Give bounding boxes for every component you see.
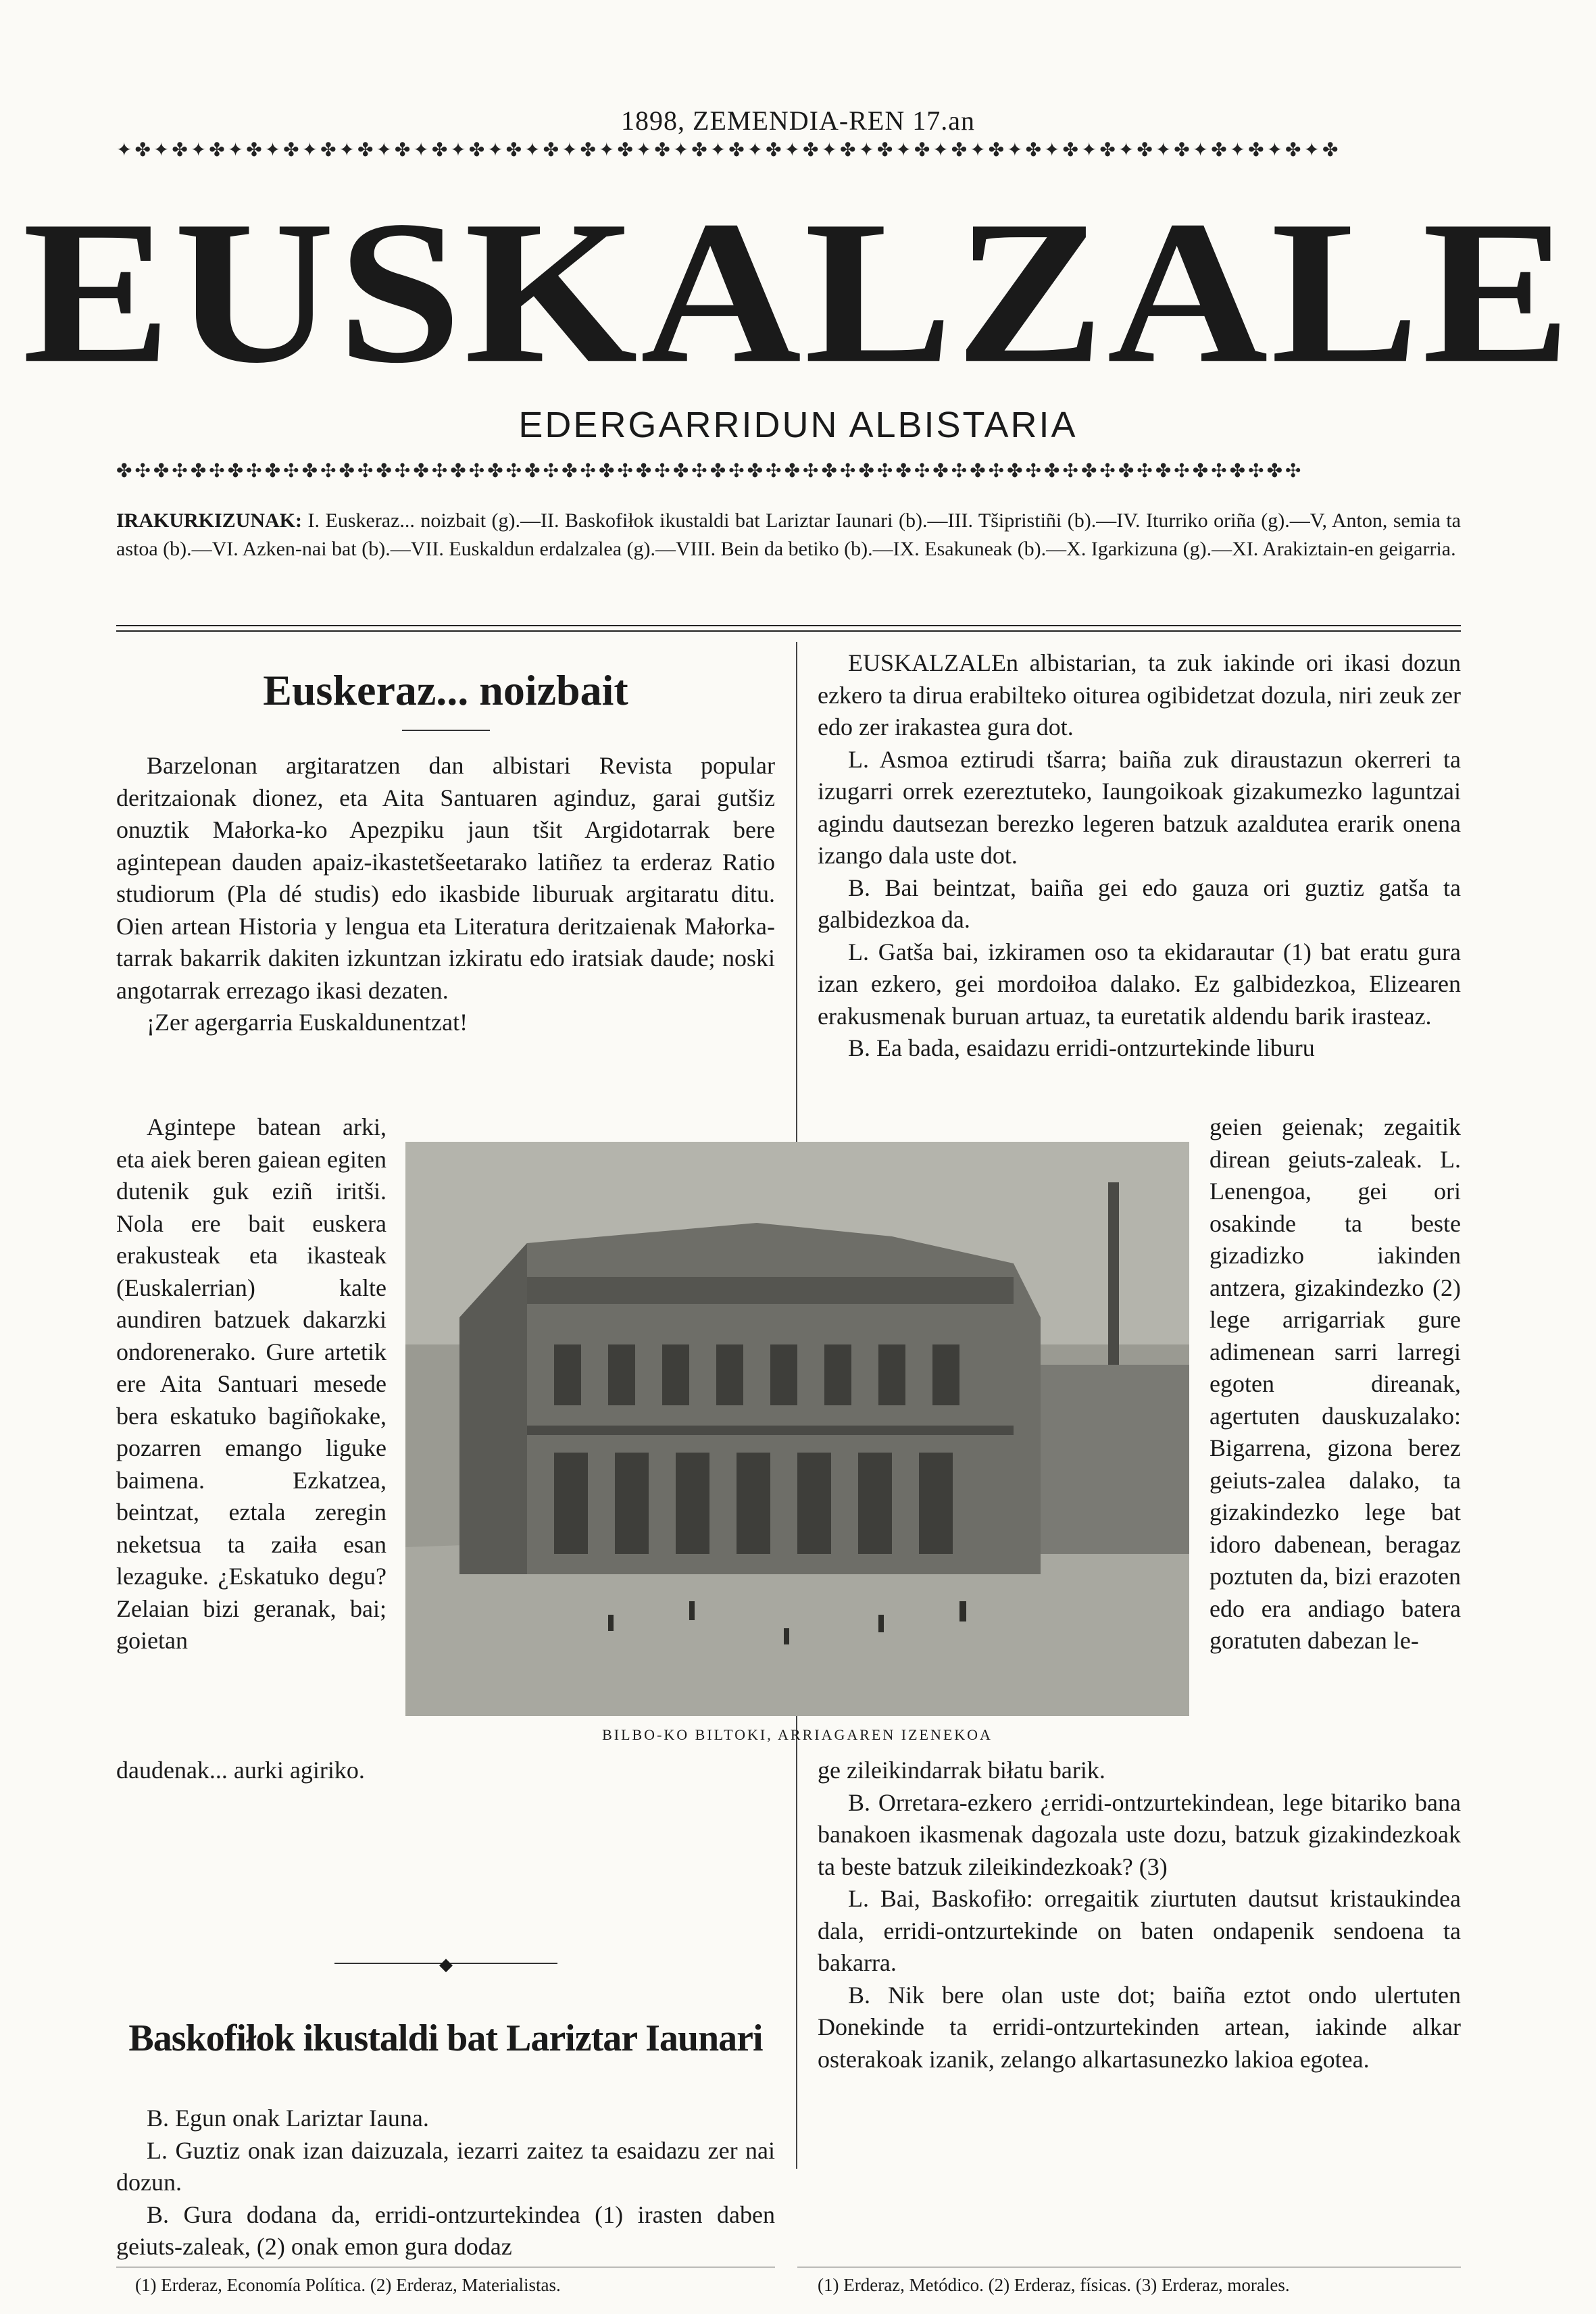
article-body: [116, 750, 775, 1039]
right-column-end: [797, 1755, 1461, 2076]
dialogue-line: L. Asmoa eztirudi tšarra; baiña zuk diraustazun okerreri ta izugarri orrek ezereztuteko, Iaungoikoak gizakumezko laguntzai agindu dautsezan berezko legeren batzuk azaldutea erarik onena izango dala uste dot.: [818, 745, 1461, 869]
dialogue-line: EUSKALZALEn albistarian, ta zuk iakinde ori ikasi dozun ezkero ta dirua erabilteko oiturea ogibidetzat dozula, niri zeuk zer edo zer irakastea gura dot.: [818, 649, 1461, 740]
dialogue-line: B. Orretara-ezkero ¿erridi-ontzurtekindean, lege bitariko bana banakoen ikasmenak dagozala uste dozu, batzuk gizakindezkoak ta beste batzuk zileikindezkoak? (3): [818, 1788, 1461, 1880]
dialogue-line: B. Bai beintzat, baiña gei edo gauza ori guztiz gatša ta galbidezkoa da.: [818, 874, 1461, 933]
divider-rule: [116, 625, 1461, 626]
theater-photograph: [405, 1142, 1189, 1716]
divider-rule: [116, 630, 1461, 632]
ornament-border-bottom: ✤✣✤✣✤✣✤✣✤✣✤✣✤✣✤✣✤✣✤✣✤✣✤✣✤✣✤✣✤✣✤✣✤✣✤✣✤✣✤✣✤✣✤✣✤✣✤✣✤✣✤✣✤✣✤✣✤✣✤✣✤✣✤✣: [116, 459, 1304, 480]
dialogue-line: B. Ea bada, esaidazu erridi-ontzurtekinde liburu: [848, 1034, 1315, 1061]
paragraph: Barzelonan argitaratzen dan albistari Revista popular deritzaionak dionez, eta Aita Santuaren aginduz, garai gutšiz onuztik Małorka-ko Apezpiku jaun tšit Argidotarrak bere agintepean dauden apaiz-ikastetšeetarako latiñez ta erderaz Ratio studiorum (Pla dé studis) edo ikasbide liburuak argitaratu ditu. Oien artean Historia y lengua eta Literatura deritzaienak Małorka-tarrak bakarrik dakiten izkuntzan izkiratu edo iratsiak daude; noski angotarrak errezago ikasi dezaten.: [116, 752, 775, 1004]
dialogue-line: L. Guztiz onak izan daizuzala, iezarri zaitez ta esaidazu zer nai dozun.: [116, 2136, 775, 2196]
paragraph: ¡Zer agergarria Euskaldunentzat!: [147, 1009, 468, 1036]
right-column-text: [797, 647, 1461, 1065]
separator-ornament: ◆: [439, 1955, 453, 1974]
dialogue-line: L. Bai, Baskofiło: orregaitik ziurtuten dautsut kristaukindea dala, erridi-ontzurtekinde on baten ondapenik sendoena ta bakarra.: [818, 1885, 1461, 1976]
footnote-right: (1) Erderaz, Metódico. (2) Erderaz, físicas. (3) Erderaz, morales.: [818, 2275, 1290, 2295]
footnote-left: (1) Erderaz, Economía Política. (2) Erderaz, Materialistas.: [135, 2275, 561, 2295]
dialogue-line: B. Nik bere olan uste dot; baiña eztot ondo ulertuten Donekinde ta erridi-ontzurtekinden artean, iakinde alkar osterakoak izanik, zelango alkartasunezko lakioa egotea.: [818, 1981, 1461, 2073]
contents-text: I. Euskeraz... noizbait (g).—II. Baskofiłok ikustaldi bat Lariztar Iaunari (b).—III. Tšipristiñi (b).—IV. Iturriko oriña (g).—V, Anton, semia ta astoa (b).—VI. Azken-nai bat (b).—VII. Euskaldun erdalzalea (g).—VIII. Bein da betiko (b).—IX. Esakuneak (b).—X. Igarkizuna (g).—XI. Arakiztain-en geigarria.: [116, 509, 1461, 560]
masthead-title: EUSKALZALE: [22, 178, 1574, 406]
dialogue-line: B. Egun onak Lariztar Iauna.: [147, 2105, 429, 2132]
photo-illustration: [405, 1142, 1189, 1716]
right-column-wrap: [1210, 1111, 1461, 1657]
article-body-wrap: [116, 1111, 386, 1657]
article-title: Baskofiłok ikustaldi bat Lariztar Iaunari: [128, 2017, 763, 2059]
title-rule: [402, 730, 490, 731]
dateline: 1898, ZEMENDIA-REN 17.an: [621, 105, 975, 136]
article-title: Euskeraz... noizbait: [263, 666, 628, 714]
ornament-border-top: ✦✤✦✤✦✤✦✤✦✤✦✤✦✤✦✤✦✤✦✤✦✤✦✤✦✤✦✤✦✤✦✤✦✤✦✤✦✤✦✤✦✤✦✤✦✤✦✤✦✤✦✤✦✤✦✤✦✤✦✤✦✤✦✤✦✤: [116, 139, 1341, 159]
paragraph: Agintepe batean arki, eta aiek beren gaiean egiten dutenik guk eziñ iritši. Nola ere bait euskera erakusteak eta ikasteak (Euskalerrian) kalte aundiren batzuek dakarzki ondorenerako. Gure artetik ere Aita Santuari mesede bera eskatuko bagiñokake, pozarren emango liguke baimena. Ezkatzea, beintzat, eztala zeregin neketsua ta zaiła esan lezaguke. ¿Eskatuko degu? Zelaian bizi geranak, bai; goietan: [116, 1113, 386, 1654]
dialogue-line: geien geienak; zegaitik direan geiuts-zaleak. L. Lenengoa, gei ori osakinde ta beste gizadizko iakinden antzera, gizakindezko (2) lege arrigarriak gure adimenean sarri larregi egoten direanak, agertuten dauskuzalako: Bigarrena, gizona berez geiuts-zalea dalako, ta gizakindezko lege bat idoro dabenean, beragaz poztuten da, bizi erazoten edo era andiago batera goratuten dabezan le-: [1210, 1113, 1461, 1654]
contents-label: IRAKURKIZUNAK:: [116, 509, 303, 532]
dialogue-line: L. Gatša bai, izkiramen oso ta ekidarautar (1) bat eratu gura izan ezkero, gei mordoiłoa dalako. Ez galbidezkoa, Elizearen erakusmenak buruan artuaz, ta euretatik aldendu barik irasteaz.: [818, 938, 1461, 1030]
photo-caption: BILBO-KO BILTOKI, ARRIAGAREN IZENEKOA: [602, 1726, 993, 1743]
dialogue-line: B. Gura dodana da, erridi-ontzurtekindea (1) irasten daben geiuts-zaleak, (2) onak emon gura dodaz: [116, 2200, 775, 2260]
table-of-contents: [116, 507, 1461, 563]
article-body-end: [116, 1755, 775, 1787]
dialogue-line: ge zileikindarrak biłatu barik.: [818, 1757, 1105, 1784]
paragraph: daudenak... aurki agiriko.: [116, 1757, 365, 1784]
article-body: [116, 2103, 775, 2263]
masthead-subtitle: EDERGARRIDUN ALBISTARIA: [518, 405, 1078, 445]
